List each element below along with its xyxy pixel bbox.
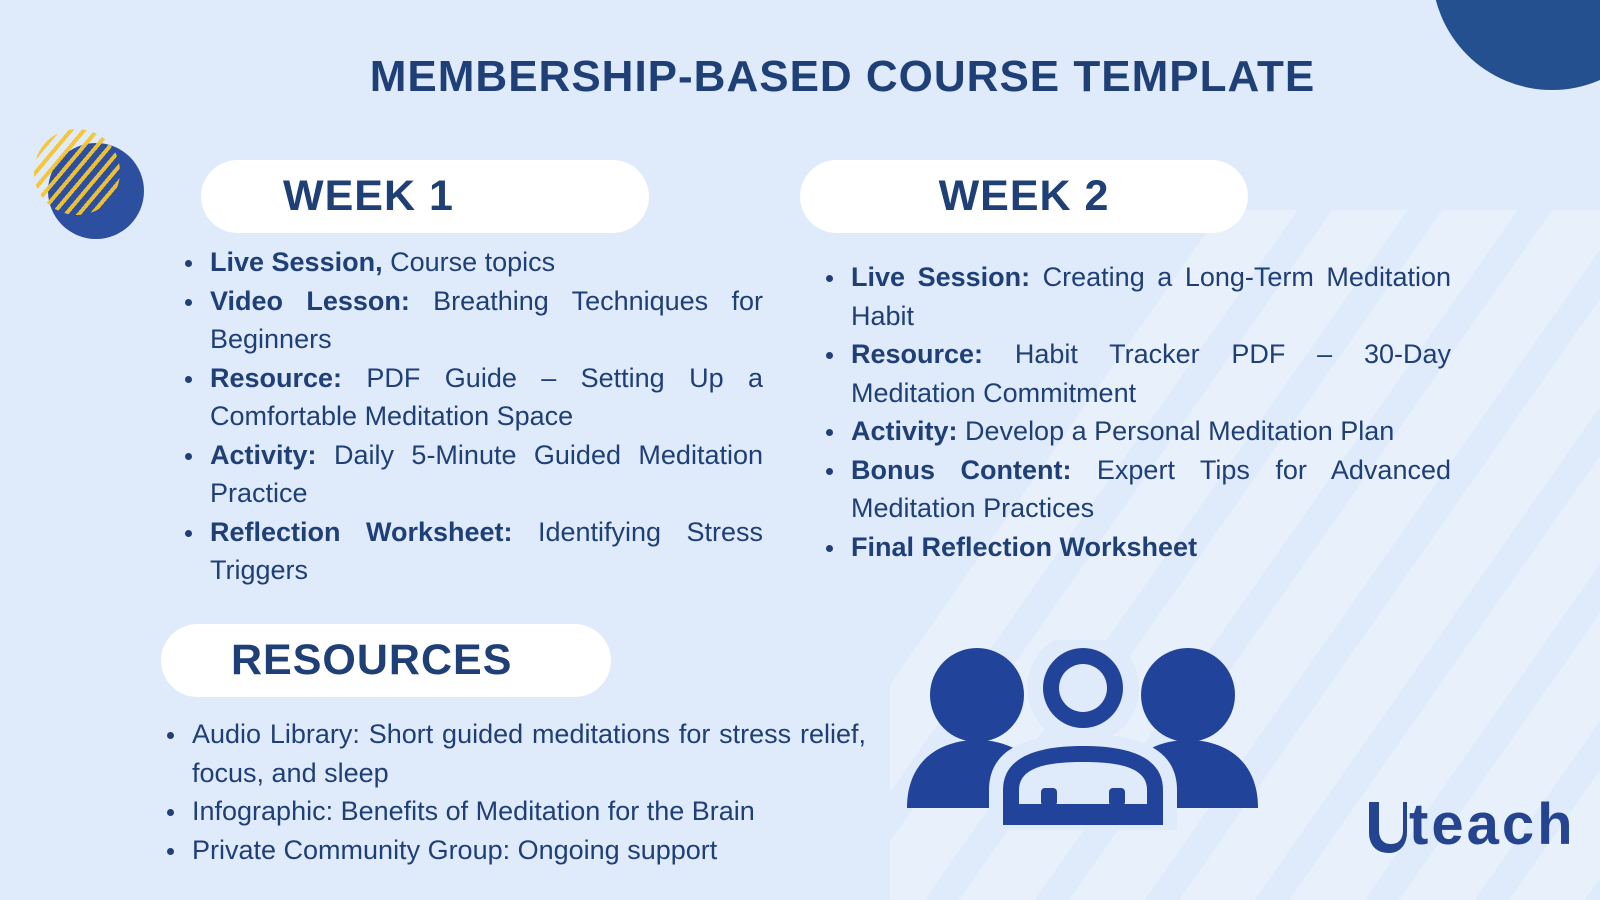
decorative-striped-circle xyxy=(34,129,120,215)
list-item: Reflection Worksheet: Identifying Stress Triggers xyxy=(185,513,763,590)
week1-heading: WEEK 1 xyxy=(283,172,454,220)
list-item: Infographic: Benefits of Meditation for the Brain xyxy=(167,792,866,831)
page-title: MEMBERSHIP-BASED COURSE TEMPLATE xyxy=(369,52,1316,101)
week2-heading-pill xyxy=(800,160,1248,233)
week1-list xyxy=(185,243,763,590)
list-item: Private Community Group: Ongoing support xyxy=(167,831,866,870)
week2-heading: WEEK 2 xyxy=(938,172,1110,220)
uteach-logo xyxy=(1365,790,1595,860)
list-item: Resource: Habit Tracker PDF – 30-Day Meditation Commitment xyxy=(826,335,1451,412)
list-item: Live Session, Course topics xyxy=(185,243,763,282)
people-group-icon xyxy=(905,640,1260,830)
list-item: Activity: Develop a Personal Meditation Plan xyxy=(826,412,1451,451)
list-item: Final Reflection Worksheet xyxy=(826,528,1451,567)
resources-heading: RESOURCES xyxy=(231,636,513,684)
list-item: Audio Library: Short guided meditations for stress relief, focus, and sleep xyxy=(167,715,866,792)
resources-heading-pill xyxy=(161,624,611,697)
logo-u-mark xyxy=(1365,796,1407,854)
logo-text: teach xyxy=(1409,792,1576,857)
list-item: Activity: Daily 5-Minute Guided Meditation Practice xyxy=(185,436,763,513)
list-item: Live Session: Creating a Long-Term Meditation Habit xyxy=(826,258,1451,335)
week2-list xyxy=(826,258,1451,566)
resources-list xyxy=(167,715,866,869)
list-item: Bonus Content: Expert Tips for Advanced Meditation Practices xyxy=(826,451,1451,528)
week1-heading-pill xyxy=(201,160,649,233)
list-item: Video Lesson: Breathing Techniques for Beginners xyxy=(185,282,763,359)
list-item: Resource: PDF Guide – Setting Up a Comfortable Meditation Space xyxy=(185,359,763,436)
